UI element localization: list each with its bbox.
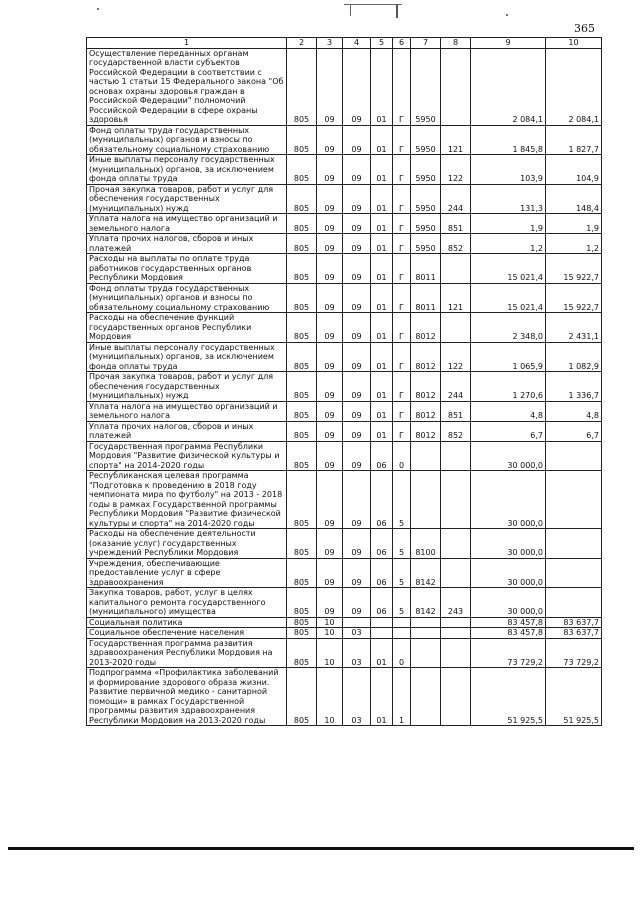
direction-code: 8012 (411, 342, 441, 372)
row-name: Фонд оплаты труда государственных (муниципальных) органов и взносы по обязательному социальному страхованию (87, 125, 287, 155)
row-name: Республиканская целевая программа "Подготовка к проведению в 2018 году чемпионата мира по футболу" на 2013 - 2018 годы в рамках Государственной программы Республики Мордовия "Развитие физической культуры и спорта" на 2014-2020 годы (87, 471, 287, 529)
amount-2014: 1,2 (471, 234, 546, 254)
subsection-code: 09 (343, 48, 371, 125)
section-code: 09 (317, 558, 343, 588)
section-code: 10 (317, 628, 343, 639)
header-cell: 2 (287, 38, 317, 49)
section-code: 09 (317, 588, 343, 618)
direction-code: 8100 (411, 529, 441, 559)
amount-2014: 1 065,9 (471, 342, 546, 372)
expense-type-code (441, 48, 471, 125)
header-cell: 5 (371, 38, 393, 49)
expense-type-code: 122 (441, 342, 471, 372)
gov-code: 805 (287, 617, 317, 628)
program-code: 01 (371, 234, 393, 254)
subsection-code: 09 (343, 588, 371, 618)
section-code: 09 (317, 254, 343, 284)
gov-code: 805 (287, 342, 317, 372)
amount-2015: 15 922,7 (546, 254, 602, 284)
table-row (87, 628, 602, 639)
program-code: 01 (371, 668, 393, 726)
expense-type-code (441, 617, 471, 628)
subprogram-code: Г (393, 214, 411, 234)
table-row (87, 638, 602, 668)
subsection-code: 03 (343, 628, 371, 639)
table-row (87, 617, 602, 628)
amount-2014: 1 845,8 (471, 125, 546, 155)
expense-type-code (441, 254, 471, 284)
row-name: Осуществление переданных органам государственной власти субъектов Российской Федерации в соответствии с частью 1 статьи 15 Федерального закона "Об основах охраны здоровья граждан в Российской Федерации" полномочий Российской Федерации в сфере охраны здоровья (87, 48, 287, 125)
subsection-code (343, 617, 371, 628)
amount-2015: 1,9 (546, 214, 602, 234)
section-code: 09 (317, 234, 343, 254)
program-code: 01 (371, 214, 393, 234)
gov-code: 805 (287, 313, 317, 343)
program-code: 01 (371, 421, 393, 441)
row-name: Закупка товаров, работ, услуг в целях капитального ремонта государственного (муниципального) имущества (87, 588, 287, 618)
direction-code: 5950 (411, 48, 441, 125)
program-code: 06 (371, 558, 393, 588)
amount-2015: 1,2 (546, 234, 602, 254)
program-code: 06 (371, 441, 393, 471)
expense-type-code: 852 (441, 421, 471, 441)
program-code: 01 (371, 48, 393, 125)
expense-type-code (441, 313, 471, 343)
gov-code: 805 (287, 441, 317, 471)
amount-2015: 1 082,9 (546, 342, 602, 372)
section-code: 09 (317, 184, 343, 214)
section-code: 09 (317, 372, 343, 402)
table-row (87, 184, 602, 214)
page-number: 365 (574, 22, 595, 35)
amount-2015 (546, 558, 602, 588)
program-code (371, 628, 393, 639)
section-code: 09 (317, 441, 343, 471)
subprogram-code: Г (393, 48, 411, 125)
amount-2015: 2 431,1 (546, 313, 602, 343)
subsection-code: 09 (343, 234, 371, 254)
section-code: 09 (317, 401, 343, 421)
subsection-code: 09 (343, 372, 371, 402)
row-name: Иные выплаты персоналу государственных (муниципальных) органов, за исключением фонда оплаты труда (87, 342, 287, 372)
row-name: Подпрограмма «Профилактика заболеваний и формирование здорового образа жизни. Развитие первичной медико - санитарной помощи» в рамках Государственной программы развития здравоохранения Республики Мордовия на 2013-2020 годы (87, 668, 287, 726)
expense-type-code (441, 558, 471, 588)
row-name: Расходы на выплаты по оплате труда работников государственных органов Республики Мордовия (87, 254, 287, 284)
direction-code: 5950 (411, 155, 441, 185)
program-code: 01 (371, 184, 393, 214)
amount-2014: 83 457,8 (471, 628, 546, 639)
amount-2014: 30 000,0 (471, 558, 546, 588)
gov-code: 805 (287, 155, 317, 185)
amount-2014: 4,8 (471, 401, 546, 421)
table-row (87, 234, 602, 254)
section-code: 10 (317, 638, 343, 668)
direction-code: 8011 (411, 283, 441, 313)
gov-code: 805 (287, 471, 317, 529)
subprogram-code (393, 617, 411, 628)
amount-2015: 73 729,2 (546, 638, 602, 668)
subsection-code: 09 (343, 283, 371, 313)
scan-speck (506, 14, 508, 16)
amount-2014: 30 000,0 (471, 588, 546, 618)
program-code: 06 (371, 529, 393, 559)
direction-code: 8012 (411, 372, 441, 402)
amount-2015: 83 637,7 (546, 617, 602, 628)
amount-2015: 2 084,1 (546, 48, 602, 125)
program-code: 01 (371, 313, 393, 343)
row-name: Уплата налога на имущество организаций и земельного налога (87, 214, 287, 234)
direction-code (411, 668, 441, 726)
subsection-code: 09 (343, 125, 371, 155)
subsection-code: 03 (343, 638, 371, 668)
gov-code: 805 (287, 125, 317, 155)
amount-2014: 30 000,0 (471, 529, 546, 559)
section-code: 09 (317, 155, 343, 185)
direction-code (411, 441, 441, 471)
subprogram-code: 5 (393, 558, 411, 588)
subprogram-code: 0 (393, 441, 411, 471)
subprogram-code: Г (393, 254, 411, 284)
table-row (87, 342, 602, 372)
amount-2014: 15 021,4 (471, 254, 546, 284)
gov-code: 805 (287, 558, 317, 588)
subsection-code: 03 (343, 668, 371, 726)
subprogram-code (393, 628, 411, 639)
expense-type-code (441, 441, 471, 471)
subsection-code: 09 (343, 313, 371, 343)
gov-code: 805 (287, 668, 317, 726)
gov-code: 805 (287, 421, 317, 441)
expense-type-code: 122 (441, 155, 471, 185)
amount-2015 (546, 441, 602, 471)
amount-2014: 83 457,8 (471, 617, 546, 628)
subsection-code: 09 (343, 471, 371, 529)
subsection-code: 09 (343, 184, 371, 214)
subsection-code: 09 (343, 441, 371, 471)
program-code: 01 (371, 155, 393, 185)
subprogram-code: Г (393, 372, 411, 402)
subsection-code: 09 (343, 254, 371, 284)
row-name: Социальная политика (87, 617, 287, 628)
direction-code: 5950 (411, 234, 441, 254)
direction-code: 8142 (411, 588, 441, 618)
expense-type-code: 243 (441, 588, 471, 618)
row-name: Социальное обеспечение населения (87, 628, 287, 639)
direction-code: 8012 (411, 421, 441, 441)
subsection-code: 09 (343, 529, 371, 559)
row-name: Прочая закупка товаров, работ и услуг для обеспечения государственных (муниципальных) нужд (87, 184, 287, 214)
amount-2014: 1 270,6 (471, 372, 546, 402)
gov-code: 805 (287, 628, 317, 639)
subprogram-code: Г (393, 125, 411, 155)
row-name: Расходы на обеспечение функций государственных органов Республики Мордовия (87, 313, 287, 343)
direction-code: 8012 (411, 401, 441, 421)
table-row (87, 372, 602, 402)
expense-type-code: 244 (441, 184, 471, 214)
subprogram-code: 1 (393, 668, 411, 726)
amount-2015: 83 637,7 (546, 628, 602, 639)
amount-2015 (546, 588, 602, 618)
direction-code: 5950 (411, 125, 441, 155)
subprogram-code: Г (393, 234, 411, 254)
gov-code: 805 (287, 214, 317, 234)
program-code: 01 (371, 125, 393, 155)
row-name: Расходы на обеспечение деятельности (оказание услуг) государственных учреждений Республики Мордовия (87, 529, 287, 559)
subprogram-code: 5 (393, 529, 411, 559)
gov-code: 805 (287, 184, 317, 214)
header-row (87, 38, 602, 49)
expense-type-code: 121 (441, 283, 471, 313)
direction-code (411, 628, 441, 639)
program-code: 01 (371, 342, 393, 372)
program-code: 01 (371, 283, 393, 313)
header-cell: 6 (393, 38, 411, 49)
header-cell: 3 (317, 38, 343, 49)
section-code: 09 (317, 48, 343, 125)
table-row (87, 155, 602, 185)
direction-code: 8012 (411, 313, 441, 343)
amount-2014: 1,9 (471, 214, 546, 234)
page-bottom-edge (8, 847, 634, 850)
table-row (87, 668, 602, 726)
amount-2015 (546, 471, 602, 529)
direction-code (411, 638, 441, 668)
table-row (87, 529, 602, 559)
expense-type-code (441, 529, 471, 559)
expense-type-code (441, 471, 471, 529)
program-code: 01 (371, 254, 393, 284)
table-row (87, 471, 602, 529)
direction-code (411, 617, 441, 628)
gov-code: 805 (287, 254, 317, 284)
section-code: 10 (317, 668, 343, 726)
amount-2015: 15 922,7 (546, 283, 602, 313)
direction-code: 5950 (411, 214, 441, 234)
amount-2015: 1 827,7 (546, 125, 602, 155)
amount-2015: 104,9 (546, 155, 602, 185)
expense-type-code: 851 (441, 214, 471, 234)
row-name: Уплата прочих налогов, сборов и иных платежей (87, 234, 287, 254)
amount-2015: 4,8 (546, 401, 602, 421)
expense-type-code: 244 (441, 372, 471, 402)
section-code: 09 (317, 529, 343, 559)
direction-code: 8011 (411, 254, 441, 284)
scan-speck (97, 8, 99, 10)
gov-code: 805 (287, 283, 317, 313)
subsection-code: 09 (343, 421, 371, 441)
subsection-code: 09 (343, 342, 371, 372)
table-row (87, 214, 602, 234)
amount-2015 (546, 529, 602, 559)
row-name: Уплата прочих налогов, сборов и иных платежей (87, 421, 287, 441)
expense-type-code (441, 668, 471, 726)
subprogram-code: Г (393, 155, 411, 185)
amount-2014: 30 000,0 (471, 471, 546, 529)
table-row (87, 48, 602, 125)
amount-2015: 1 336,7 (546, 372, 602, 402)
program-code: 01 (371, 638, 393, 668)
section-code: 09 (317, 471, 343, 529)
program-code: 01 (371, 372, 393, 402)
subprogram-code: Г (393, 313, 411, 343)
amount-2014: 30 000,0 (471, 441, 546, 471)
table-row (87, 401, 602, 421)
scan-mark (344, 4, 402, 20)
section-code: 10 (317, 617, 343, 628)
table-row (87, 441, 602, 471)
table-row (87, 588, 602, 618)
gov-code: 805 (287, 638, 317, 668)
expense-type-code (441, 628, 471, 639)
amount-2014: 103,9 (471, 155, 546, 185)
header-cell: 8 (441, 38, 471, 49)
section-code: 09 (317, 214, 343, 234)
amount-2014: 131,3 (471, 184, 546, 214)
section-code: 09 (317, 125, 343, 155)
direction-code: 5950 (411, 184, 441, 214)
header-cell: 10 (546, 38, 602, 49)
gov-code: 805 (287, 588, 317, 618)
table-row (87, 313, 602, 343)
direction-code: 8142 (411, 558, 441, 588)
row-name: Иные выплаты персоналу государственных (муниципальных) органов, за исключением фонда оплаты труда (87, 155, 287, 185)
header-cell: 7 (411, 38, 441, 49)
subprogram-code: Г (393, 184, 411, 214)
subprogram-code: 0 (393, 638, 411, 668)
expense-type-code (441, 638, 471, 668)
subprogram-code: 5 (393, 588, 411, 618)
subsection-code: 09 (343, 558, 371, 588)
section-code: 09 (317, 421, 343, 441)
subprogram-code: Г (393, 421, 411, 441)
subprogram-code: Г (393, 342, 411, 372)
table-row (87, 421, 602, 441)
amount-2014: 73 729,2 (471, 638, 546, 668)
row-name: Прочая закупка товаров, работ и услуг для обеспечения государственных (муниципальных) нужд (87, 372, 287, 402)
amount-2015: 51 925,5 (546, 668, 602, 726)
subprogram-code: Г (393, 401, 411, 421)
amount-2014: 51 925,5 (471, 668, 546, 726)
subprogram-code: Г (393, 283, 411, 313)
amount-2015: 148,4 (546, 184, 602, 214)
expense-type-code: 852 (441, 234, 471, 254)
subsection-code: 09 (343, 401, 371, 421)
section-code: 09 (317, 342, 343, 372)
header-cell: 1 (87, 38, 287, 49)
row-name: Государственная программа развития здравоохранения Республики Мордовия на 2013-2020 годы (87, 638, 287, 668)
amount-2014: 2 348,0 (471, 313, 546, 343)
gov-code: 805 (287, 529, 317, 559)
amount-2015: 6,7 (546, 421, 602, 441)
direction-code (411, 471, 441, 529)
expense-type-code: 851 (441, 401, 471, 421)
amount-2014: 15 021,4 (471, 283, 546, 313)
amount-2014: 6,7 (471, 421, 546, 441)
table-row (87, 283, 602, 313)
section-code: 09 (317, 283, 343, 313)
table-row (87, 558, 602, 588)
expense-type-code: 121 (441, 125, 471, 155)
amount-2014: 2 084,1 (471, 48, 546, 125)
table-row (87, 254, 602, 284)
program-code: 01 (371, 401, 393, 421)
program-code (371, 617, 393, 628)
header-cell: 4 (343, 38, 371, 49)
row-name: Учреждения, обеспечивающие предоставление услуг в сфере здравоохранения (87, 558, 287, 588)
subsection-code: 09 (343, 155, 371, 185)
gov-code: 805 (287, 48, 317, 125)
header-cell: 9 (471, 38, 546, 49)
gov-code: 805 (287, 234, 317, 254)
row-name: Государственная программа Республики Мордовия "Развитие физической культуры и спорта" на 2014-2020 годы (87, 441, 287, 471)
gov-code: 805 (287, 401, 317, 421)
gov-code: 805 (287, 372, 317, 402)
row-name: Уплата налога на имущество организаций и земельного налога (87, 401, 287, 421)
program-code: 06 (371, 588, 393, 618)
subsection-code: 09 (343, 214, 371, 234)
row-name: Фонд оплаты труда государственных (муниципальных) органов и взносы по обязательному социальному страхованию (87, 283, 287, 313)
section-code: 09 (317, 313, 343, 343)
table-row (87, 125, 602, 155)
subprogram-code: 5 (393, 471, 411, 529)
budget-table (86, 37, 602, 726)
program-code: 06 (371, 471, 393, 529)
